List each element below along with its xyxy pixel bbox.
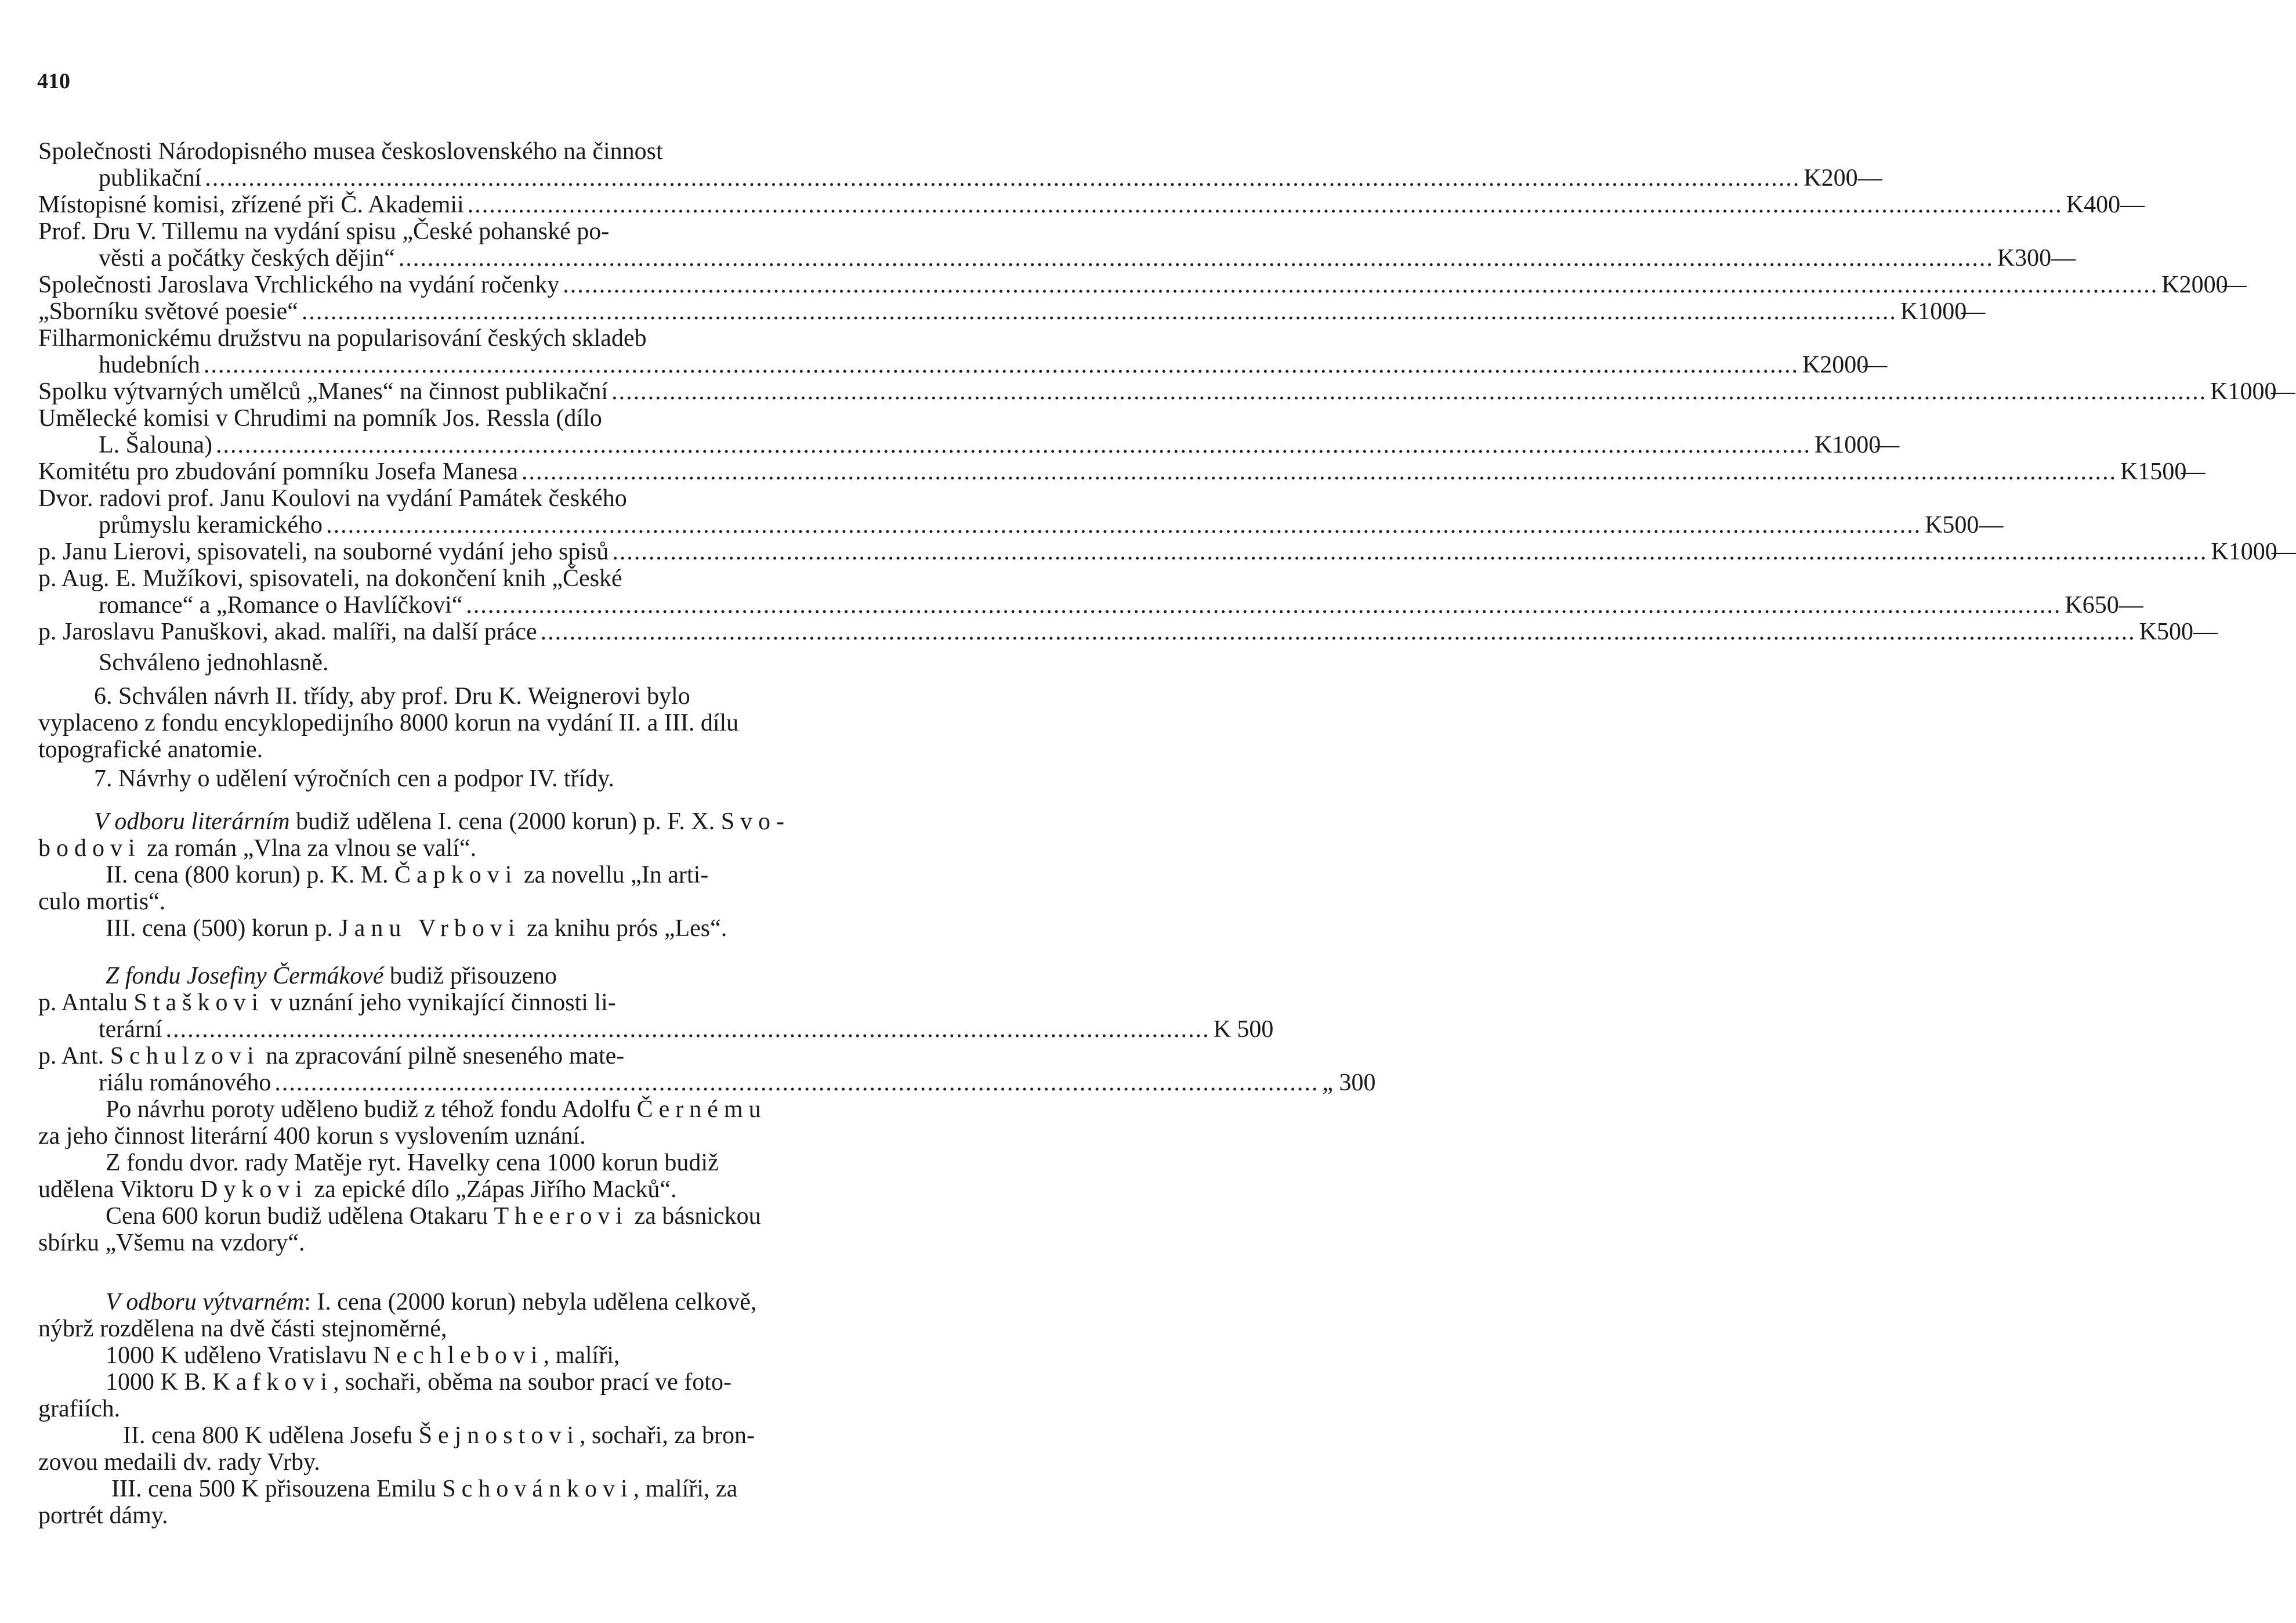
ledger-amount: 1000: [2228, 538, 2277, 565]
ledger-currency: K: [2161, 272, 2179, 298]
leader-dots: ............................................................................................................................................................................................................................: [522, 458, 2117, 485]
visual-l6a: II. cena 800 K udělena Josefu: [123, 1422, 419, 1449]
ledger-entry: [38, 458, 2206, 485]
visual-l4b: , sochaři, oběma na soubor prací ve foto-: [333, 1369, 731, 1396]
visual-l3a: 1000 K uděleno Vratislavu: [106, 1342, 373, 1369]
item6-line2: vyplaceno z fondu encyklopedijního 8000 korun na vydání II. a III. dílu: [38, 710, 739, 736]
visual-heading: V odboru výtvarném: [106, 1289, 305, 1315]
leader-dots: ............................................................................................................................................................................................................................: [563, 272, 2159, 298]
ledger-currency: K: [1814, 432, 1833, 458]
ledger-amount: 1000: [1832, 432, 1881, 458]
visual-line7: zovou medaili dv. rady Vrby.: [38, 1449, 320, 1476]
ledger-currency: K: [1804, 165, 1821, 191]
ledger-dash: —: [1863, 352, 1888, 378]
fund-entry1-line1: [38, 990, 885, 1017]
fund-p2-line2: [38, 1177, 885, 1203]
visual-l8-name: Schovánkovi: [442, 1476, 633, 1502]
ledger-entry-line: Společnosti Národopisného musea československého na činnost: [38, 138, 663, 165]
ledger-entry-text: L. Šalouna): [99, 432, 212, 458]
ledger-entry: [38, 512, 2004, 538]
leader-dots: ............................................................................................................................................................................................................................: [203, 352, 1799, 378]
literary-l3b: za novellu „In arti-: [517, 862, 709, 888]
ledger-currency: K: [1997, 245, 2015, 272]
leader-dots: ............................................................................................................................................................................................................................: [540, 619, 2136, 645]
item7-text: 7. Návrhy o udělení výročních cen a podpor IV. třídy.: [94, 765, 614, 792]
ledger-entry-line: Prof. Dru V. Tillemu na vydání spisu „České pohanské po-: [38, 218, 610, 245]
ledger-entry: [38, 191, 2145, 218]
literary-l1-name: Svo-: [720, 808, 791, 835]
visual-l3b: , malíři,: [543, 1342, 620, 1369]
fund-entry2-line1: [38, 1043, 885, 1070]
ledger-entry: [38, 378, 2295, 405]
fund-p1-line2: za jeho činnost literární 400 korun s vyslovením uznání.: [38, 1123, 586, 1150]
ledger-entry-text: Spolku výtvarných umělců „Manes“ na činnost publikační: [38, 378, 609, 405]
ledger-entry-text: Komitétu pro zbudování pomníku Josefa Manesa: [38, 458, 518, 485]
fund-p2b-a: udělena Viktoru: [38, 1176, 200, 1203]
approved-text: Schváleno jednohlasně.: [99, 649, 329, 676]
fund-entry1-line2: [38, 1016, 1274, 1043]
ledger-currency: K: [2120, 458, 2138, 485]
literary-l2-name: bodovi: [38, 835, 141, 862]
visual-line9: portrét dámy.: [38, 1502, 168, 1529]
ledger-entry-text: Společnosti Jaroslava Vrchlického na vydání ročenky: [38, 272, 560, 298]
fund-entry2-line2: [38, 1069, 1376, 1097]
item6-line3: topografické anatomie.: [38, 736, 263, 763]
leader-dots: ............................................................................................................................................................................................................................: [398, 245, 1994, 272]
ledger-entry: [38, 592, 2143, 619]
ledger-entry: [38, 432, 1900, 458]
ledger-entry-text: Místopisné komisi, zřízené při Č. Akademii: [38, 191, 464, 218]
ledger-amount: 200: [1821, 165, 1858, 191]
visual-l3-name: Nechlebovi: [372, 1342, 544, 1369]
ledger-entry: [38, 619, 2218, 645]
visual-section: [38, 1289, 885, 1530]
leader-dots: ............................................................................................................................................................................................................................: [611, 378, 2207, 405]
visual-line8: [38, 1476, 885, 1503]
fund-e1-last: terární: [99, 1016, 162, 1043]
literary-l5-name: Janu Vrbovi: [339, 915, 521, 942]
visual-l8a: III. cena 500 K přisouzena Emilu: [111, 1476, 443, 1502]
fund-p1-name: Černému: [636, 1096, 767, 1123]
literary-line5: [38, 916, 885, 942]
ledger-amount: 1000: [2228, 378, 2277, 405]
visual-l1-rest: : I. cena (2000 korun) nebyla udělena celkově,: [304, 1289, 757, 1315]
ledger-entry-text: publikační: [99, 165, 202, 191]
ledger-entry-line: Filharmonickému družstvu na popularisování českých skladeb: [38, 325, 647, 352]
leader-dots: ............................................................................................................................................................................................................................: [467, 191, 2063, 218]
fund-e1b: v uznání jeho vynikající činnosti li-: [264, 989, 616, 1016]
item6-line1: 6. Schválen návrh II. třídy, aby prof. Dru K. Weignerovi bylo: [94, 683, 690, 710]
ledger-entry-line: Umělecké komisi v Chrudimi na pomník Jos. Ressla (dílo: [38, 405, 602, 432]
leader-dots: ............................................................................................................................................................................................................................: [466, 592, 2062, 619]
ledger-amount: 500: [1942, 512, 1979, 538]
item-6: [38, 684, 885, 764]
visual-l4a: 1000 K B.: [106, 1369, 213, 1396]
literary-l3-name: Čapkovi: [394, 862, 518, 888]
ledger-entry-text: p. Jaroslavu Panuškovi, akad. malíři, na další práce: [38, 619, 537, 645]
leader-dots: ............................................................................................................................................................................................................................: [205, 165, 1801, 191]
fund-p1-line1: [38, 1097, 885, 1123]
ledger-currency: K: [1802, 352, 1820, 378]
ledger-entry: [38, 538, 2296, 565]
ledger-amount: 500: [2156, 619, 2193, 645]
ledger-entry: [38, 165, 1882, 191]
ledger-entry: [38, 298, 1986, 325]
visual-line6: [38, 1423, 885, 1450]
visual-line2: nýbrž rozdělena na dvě části stejnoměrné,: [38, 1315, 447, 1342]
fund-e1-name: Staškovi: [133, 989, 265, 1016]
literary-l2-rest: za román „Vlna za vlnou se valí“.: [140, 835, 477, 862]
visual-l6b: , sochaři, za bron-: [580, 1422, 755, 1449]
ledger-currency: K: [2065, 592, 2083, 619]
fund-p2b-b: za epické dílo „Zápas Jiřího Macků“.: [307, 1176, 677, 1203]
ledger-amount: 650: [2082, 592, 2119, 619]
ledger-entry-line: p. Aug. E. Mužíkovi, spisovateli, na dokončení knih „České: [38, 565, 622, 592]
ledger-entry-text: průmyslu keramického: [99, 512, 323, 538]
fund-e2-name: Schulzovi: [110, 1043, 260, 1069]
ledger-entry-text: věsti a počátky českých dějin“: [99, 245, 395, 272]
ledger-entry-text: p. Janu Lierovi, spisovateli, na souborné vydání jeho spisů: [38, 538, 609, 565]
fund-p3-line2: sbírku „Všemu na vzdory“.: [38, 1230, 305, 1256]
literary-l5a: III. cena (500) korun p.: [106, 915, 339, 942]
ledger-entry: [38, 245, 2076, 272]
visual-line1: [38, 1289, 885, 1316]
page-number: 410: [37, 69, 70, 93]
ledger-dash: —: [2051, 245, 2076, 272]
ledger-dash: —: [2193, 619, 2218, 645]
ledger-dash: —: [2118, 592, 2143, 619]
leader-dots: ................................................................................................................................................: [274, 1069, 1319, 1096]
ledger-entry: [38, 272, 2247, 298]
ledger-dash: —: [1979, 512, 2004, 538]
literary-line4: culo mortis“.: [38, 888, 166, 915]
approved-line: [38, 650, 885, 677]
ledger-entry-text: romance“ a „Romance o Havlíčkovi“: [99, 592, 463, 619]
fund-e2-amount: „ 300: [1322, 1069, 1376, 1096]
ledger-dash: —: [2271, 538, 2296, 565]
fund-e2-last: riálu románového: [99, 1069, 271, 1096]
ledger-dash: —: [2181, 458, 2206, 485]
leader-dots: ............................................................................................................................................................................................................................: [215, 432, 1811, 458]
ledger-amount: 1500: [2138, 458, 2187, 485]
ledger-entry-text: hudebních: [99, 352, 200, 378]
literary-heading: V odboru literárním: [94, 808, 290, 835]
fund-e2b: na zpracování pilně sneseného mate-: [259, 1043, 625, 1069]
literary-line2: [38, 836, 885, 862]
ledger-currency: K: [2210, 378, 2228, 405]
visual-line4: [38, 1369, 885, 1396]
literary-l5b: za knihu prós „Les“.: [520, 915, 727, 942]
ledger-entry-text: „Sborníku světové poesie“: [38, 298, 298, 325]
fund-e2a: p. Ant.: [38, 1043, 110, 1069]
leader-dots: ............................................................................................................................................................................................................................: [301, 298, 1897, 325]
ledger-currency: K: [2139, 619, 2157, 645]
fund-heading-rest: budiž přisouzeno: [383, 963, 557, 989]
ledger-dash: —: [1857, 165, 1882, 191]
fund-p2-line1: Z fondu dvor. rady Matěje ryt. Havelky cena 1000 korun budiž: [106, 1150, 719, 1176]
ledger-entry-line: Dvor. radovi prof. Janu Koulovi na vydání Památek českého: [38, 485, 627, 512]
literary-section: [38, 809, 885, 942]
fund-p3-line1: [38, 1203, 885, 1230]
visual-l6-name: Šejnostovi: [418, 1422, 580, 1449]
fund-p2b-name: Dykovi: [200, 1176, 308, 1203]
visual-line5: grafiích.: [38, 1396, 121, 1422]
literary-l3a: II. cena (800 korun) p. K. M.: [106, 862, 395, 888]
visual-l4-name: Kafkovi: [212, 1369, 333, 1396]
ledger-amount: 2000: [1820, 352, 1869, 378]
ledger-entry: [38, 352, 1888, 378]
fund-p3a-b: za básnickou: [628, 1203, 761, 1230]
fund-p3a-name: Theerovi: [494, 1203, 629, 1230]
leader-dots: ............................................................................................................................................................................................................................: [326, 512, 1922, 538]
literary-line1: [38, 809, 885, 836]
ledger-currency: K: [2211, 538, 2229, 565]
fund-p3a-a: Cena 600 korun budiž udělena Otakaru: [106, 1203, 494, 1230]
fund-heading-line: [38, 963, 885, 990]
fund-p1a: Po návrhu poroty uděleno budiž z téhož fondu Adolfu: [106, 1096, 637, 1123]
literary-l1-rest: budiž udělena I. cena (2000 korun) p. F. X.: [289, 808, 721, 835]
ledger-dash: —: [1961, 298, 1986, 325]
ledger-dash: —: [2222, 272, 2247, 298]
ledger-amount: 300: [2015, 245, 2052, 272]
ledger-currency: K: [2066, 191, 2084, 218]
ledger-currency: K: [1925, 512, 1943, 538]
leader-dots: ............................................................................................................................................................................................................................: [612, 538, 2208, 565]
ledger-currency: K: [1900, 298, 1918, 325]
visual-l8b: , malíři, za: [633, 1476, 738, 1502]
ledger-amount: 1000: [1918, 298, 1967, 325]
fund-section: [38, 963, 1376, 1257]
leader-dots: ................................................................................................................................................: [165, 1016, 1210, 1043]
ledger-dash: —: [2120, 191, 2145, 218]
fund-e1a: p. Antalu: [38, 989, 134, 1016]
literary-line3: [38, 862, 885, 889]
item-7: [38, 766, 885, 793]
ledger-amount: 2000: [2179, 272, 2228, 298]
fund-heading: Z fondu Josefiny Čermákové: [106, 963, 384, 989]
ledger-dash: —: [1875, 432, 1900, 458]
visual-line3: [38, 1343, 885, 1369]
grant-ledger: [38, 138, 2296, 645]
ledger-amount: 400: [2084, 191, 2121, 218]
ledger-dash: —: [2270, 378, 2295, 405]
fund-e1-amount: K 500: [1213, 1016, 1274, 1043]
